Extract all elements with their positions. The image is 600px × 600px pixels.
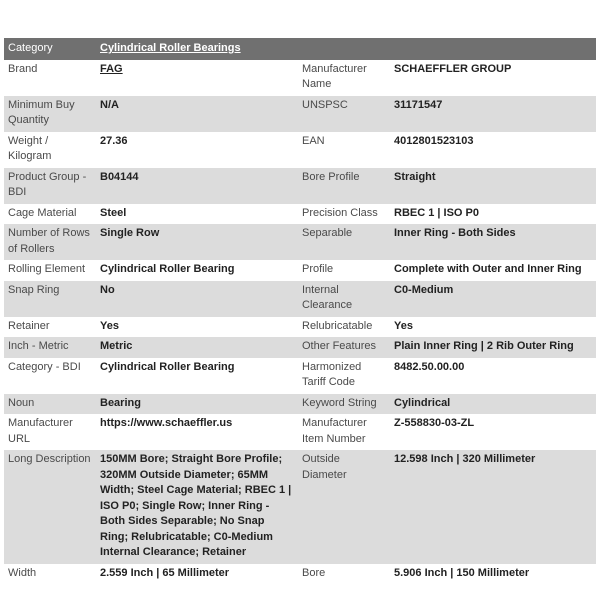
spec-label: Manufacturer URL [4,414,96,450]
spec-value: 31171547 [390,96,596,132]
spec-label: Harmonized Tariff Code [298,358,390,394]
spec-label: Bore [298,564,390,585]
spec-value: Straight [390,168,596,204]
product-spec-table [4,38,596,584]
spec-value: SCHAEFFLER GROUP [390,60,596,96]
spec-row [4,450,596,564]
spec-row [4,224,596,260]
spec-label: Category - BDI [4,358,96,394]
spec-row [4,281,596,317]
long-description-value: 150MM Bore; Straight Bore Profile; 320MM Outside Diameter; 65MM Width; Steel Cage Material; RBEC 1 | ISO P0; Single Row; Inner Ring - Both Sides Separable; No Snap Ring; Relubricatable; C0-Medium Internal Clearance; Retainer [96,450,298,564]
spec-value: No [96,281,298,317]
spec-label: Rolling Element [4,260,96,281]
spec-label: Brand [4,60,96,96]
spec-value: Z-558830-03-ZL [390,414,596,450]
spec-value: Cylindrical Roller Bearing [96,260,298,281]
spec-label: Internal Clearance [298,281,390,317]
spec-value: RBEC 1 | ISO P0 [390,204,596,225]
spec-label: Precision Class [298,204,390,225]
spec-row [4,358,596,394]
spec-value-cell [96,60,298,96]
spec-label: Number of Rows of Rollers [4,224,96,260]
spec-row [4,317,596,338]
spec-value: Cylindrical Roller Bearing [96,358,298,394]
spec-row [4,204,596,225]
spec-label: Manufacturer Name [298,60,390,96]
spec-label: Long Description [4,450,96,564]
spec-value: 27.36 [96,132,298,168]
spec-value: Bearing [96,394,298,415]
spec-label: Profile [298,260,390,281]
spec-label: Weight / Kilogram [4,132,96,168]
spec-value: N/A [96,96,298,132]
spec-value: Yes [96,317,298,338]
spec-value: Complete with Outer and Inner Ring [390,260,596,281]
spec-row [4,337,596,358]
spec-label: Separable [298,224,390,260]
spec-row [4,168,596,204]
spec-row [4,60,596,96]
spec-label: UNSPSC [298,96,390,132]
spec-value: 4012801523103 [390,132,596,168]
spec-value: Plain Inner Ring | 2 Rib Outer Ring [390,337,596,358]
spec-table-container [4,38,596,584]
spec-value: Yes [390,317,596,338]
spec-label: Keyword String [298,394,390,415]
spec-label: Outside Diameter [298,450,390,564]
spec-value: C0-Medium [390,281,596,317]
category-link[interactable]: Cylindrical Roller Bearings [100,42,241,54]
spec-label: Width [4,564,96,585]
spec-value: 5.906 Inch | 150 Millimeter [390,564,596,585]
category-header-row [4,38,596,60]
spec-value: Cylindrical [390,394,596,415]
spec-value: Inner Ring - Both Sides [390,224,596,260]
spec-value: 2.559 Inch | 65 Millimeter [96,564,298,585]
spec-value: 8482.50.00.00 [390,358,596,394]
spec-row [4,260,596,281]
spec-value: Single Row [96,224,298,260]
spec-value: Steel [96,204,298,225]
spec-label: Minimum Buy Quantity [4,96,96,132]
spec-label: Snap Ring [4,281,96,317]
spec-row [4,414,596,450]
spec-value: Metric [96,337,298,358]
spec-label: Retainer [4,317,96,338]
spec-label: Cage Material [4,204,96,225]
category-label: Category [4,38,96,60]
spec-value: B04144 [96,168,298,204]
spec-label: Bore Profile [298,168,390,204]
spec-row [4,96,596,132]
spec-row [4,394,596,415]
spec-row [4,564,596,585]
spec-label: Manufacturer Item Number [298,414,390,450]
spec-value: 12.598 Inch | 320 Millimeter [390,450,596,564]
category-value-cell [96,38,596,60]
spec-label: EAN [298,132,390,168]
spec-label: Product Group - BDI [4,168,96,204]
spec-row [4,132,596,168]
spec-label: Other Features [298,337,390,358]
spec-label: Noun [4,394,96,415]
manufacturer-url-value: https://www.schaeffler.us [96,414,298,450]
spec-label: Inch - Metric [4,337,96,358]
brand-link[interactable]: FAG [100,62,123,75]
spec-label: Relubricatable [298,317,390,338]
